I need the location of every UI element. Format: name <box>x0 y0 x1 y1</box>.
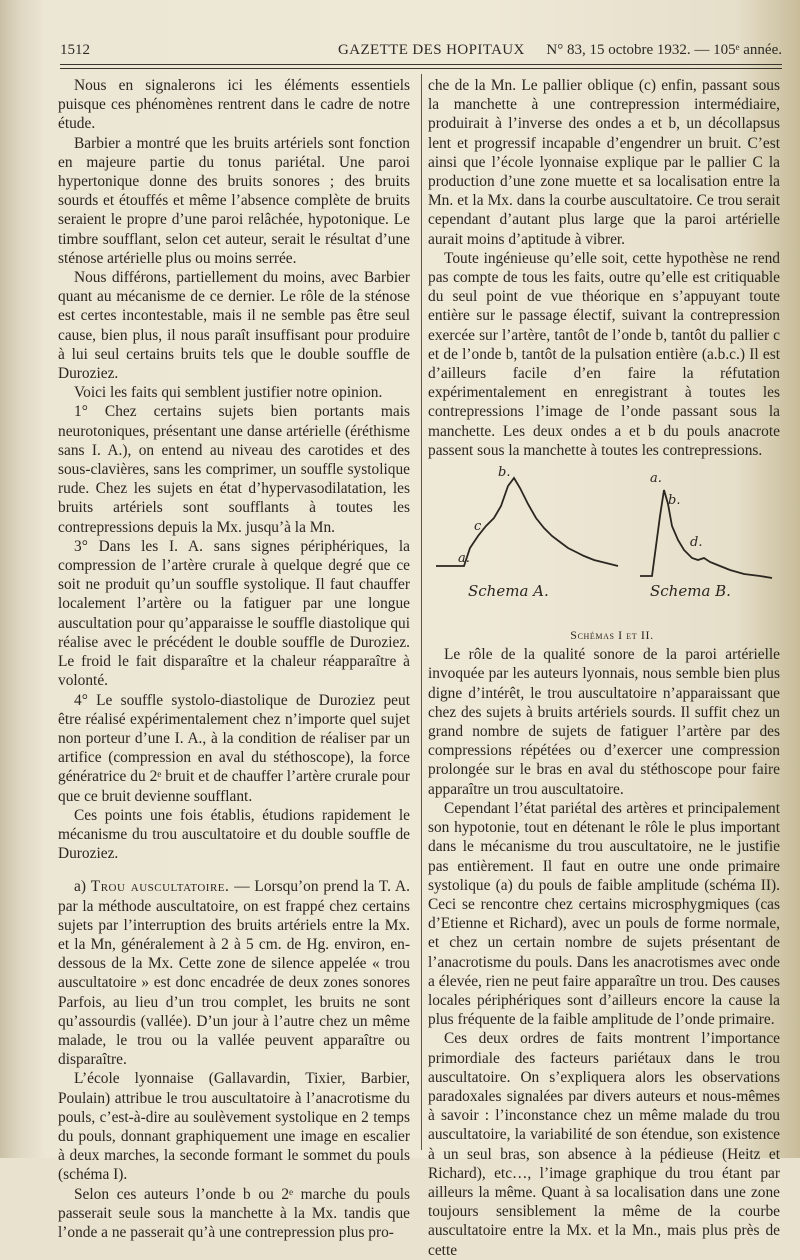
column-divider <box>421 74 422 1150</box>
schema-b-point-d: d. <box>690 535 703 551</box>
page-header <box>60 36 782 60</box>
paragraph: 1° Chez certains sujets bien portants mais neurotoniques, présentant une danse artérielle (éréthisme sans I. A.), on entend au niveau des carotides et des sous-clavières, sans les comprimer, un souffle systolique rude. Chez les sujets en état d’hypervasodilatation, les bruits artériels sont soufflants à toutes les contrepressions depuis la Mx. jusqu’à la Mn. <box>58 403 410 536</box>
left-column <box>58 76 410 1242</box>
journal-title: GAZETTE DES HOPITAUX <box>338 42 525 58</box>
header-rule-thin <box>60 68 782 69</box>
section-a-lead: a) <box>74 878 91 896</box>
paragraph: 4° Le souffle systolo-diastolique de Duroziez peut être réalisé expérimentalement chez n’importe quel sujet non porteur d’une I. A., à la condition de réaliser par un artifice (compression en aval du stéthoscope), la force génératrice du 2ᵉ bruit et de chauffer l’artère crurale pour que ce bruit devienne soufflant. <box>58 691 410 805</box>
schema-b-curve <box>640 490 772 578</box>
pulse-schema-figure <box>428 466 780 618</box>
paragraph: Voici les faits qui semblent justifier notre opinion. <box>74 384 383 402</box>
paragraph: Cependant l’état pariétal des artères et principalement son hypotonie, tout en détenant le rôle le plus important dans le mécanisme du trou auscultatoire, ne le justifie pas entièrement. Il faut en outre une onde primaire systolique (a) du pouls de faible amplitude (schéma II). Ceci se rencontre chez certains microsphygmiques (cas d’Etienne et Richard), avec un pouls de forme normale, et chez un certain nombre de sujets présentant de l’anacrotisme du pouls. Dans les anacrotismes avec onde a élevée, rien ne peut faire apparaître un trou. Des causes locales périphériques sont d’ailleurs encore la cause la plus fréquente de la faible amplitude de l’onde primaire. <box>428 799 780 1029</box>
page-number: 1512 <box>60 42 90 58</box>
schema-b-point-b: b. <box>668 493 681 509</box>
section-a-paragraph <box>58 877 410 1069</box>
pulse-schema-drawing <box>428 466 780 618</box>
paragraph: che de la Mn. Le pallier oblique (c) enfin, passant sous la manchette à une contrepression intermédiaire, produirait à l’inverse des ondes a et b, un décollapsus lent et progressif incapable d’engendrer un bruit. C’est ainsi que l’école lyonnaise explique par le pallier C la production d’une zone muette et sa localisation entre la Mn. et la Mx. dans la courbe auscultatoire. Ce trou serait cependant d’autant plus large que la paroi artérielle aurait moins d’aptitude à vibrer. <box>428 77 780 248</box>
header-rule <box>60 64 782 65</box>
section-a-title: Trou auscultatoire. <box>90 878 230 896</box>
schema-a-label: Schema A. <box>468 582 549 601</box>
schema-a-point-a: a. <box>458 551 470 567</box>
schema-b-point-a: a. <box>650 471 662 487</box>
schema-b-label: Schema B. <box>650 582 731 601</box>
figure-caption: Schémas I et II. <box>570 628 654 643</box>
paragraph: Selon ces auteurs l’onde b ou 2ᵉ marche du pouls passerait seule sous la manchette à la Mx. tandis que l’onde a ne passerait qu’à une contrepression plus pro- <box>58 1185 410 1241</box>
section-a-text: — Lorsqu’on prend la T. A. par la méthode auscultatoire, on est frappé chez certains sujets par l’interruption des bruits artériels entre la Mx. et la Mn, généralement à 2 à 5 cm. de Hg. environ, en-dessous de la Mx. Cette zone de silence appelée « trou auscultatoire » est donc encadrée de deux zones sonores Parfois, au lieu d’un trou complet, les bruits ne sont qu’assourdis (vallée). D’un jour à l’autre chez un même malade, le trou ou la vallée peuvent apparaître ou disparaître. <box>58 878 410 1069</box>
paragraph: 3° Dans les I. A. sans signes périphériques, la compression de l’artère crurale à quelque degré que ce soit ne produit qu’un souffle systolique. Il faut chauffer localement l’artère ou la fatiguer par une longue auscultation pour qu’apparaisse le souffle diastolique qui réalise avec le précédent le double souffle de Duroziez. Le froid le fait disparaître et la chaleur réapparaître à volonté. <box>58 537 410 690</box>
schema-a-point-b: b. <box>498 466 511 481</box>
paragraph: Ces points une fois établis, étudions rapidement le mécanisme du trou auscultatoire et du double souffle de Duroziez. <box>58 806 410 863</box>
issue-info: N° 83, 15 octobre 1932. — 105ᵉ année. <box>546 42 782 58</box>
schema-a-point-c: c. <box>474 519 486 535</box>
paragraph: Ces deux ordres de faits montrent l’importance primordiale des facteurs pariétaux dans le trou auscultatoire. On s’expliquera alors les observations paradoxales signalées par divers auteurs et nous-mêmes à savoir : l’inconstance chez un même malade du trou auscultatoire, la variabilité de son étendue, son existence à un seul bras, son absence à la pédieuse (Heitz et Richard), etc…, l’image graphique du trou étant par ailleurs la même. Quant à sa localisation dans une zone toujours sensiblement la même de la courbe auscultatoire entre la Mx. et la Mn., mais plus près de cette <box>428 1030 780 1259</box>
right-column <box>428 76 780 1260</box>
paragraph: Toute ingénieuse qu’elle soit, cette hypothèse ne rend pas compte de tous les faits, outre qu’elle est critiquable du seul point de vue théorique en s’appuyant toute entière sur le passage électif, suivant la contrepression exercée sur l’artère, tantôt de l’onde b, tantôt du pallier c et de l’onde b, tantôt de la pulsation entière (a.b.c.) Il est d’ailleurs facile d’en faire la réfutation expérimentalement en enregistrant à toutes les contrepressions l’image de l’onde passant sous la manchette. Les deux ondes a et b du pouls anacrote passent sous la manchette à toutes les contrepressions. <box>428 249 780 459</box>
paragraph: L’école lyonnaise (Gallavardin, Tixier, Barbier, Poulain) attribue le trou auscultatoire à l’anacrotisme du pouls, c’est-à-dire au soulèvement systolique en 2 temps du pouls, donnant graphiquement une image en escalier à deux marches, la seconde formant le sommet du pouls (schéma I). <box>58 1070 410 1184</box>
paragraph: Barbier a montré que les bruits artériels sont fonction en majeure partie du tonus pariétal. Une paroi hypertonique donne des bruits sonores ; des bruits sourds et étouffés et même l’absence complète de bruits seraient le propre d’une paroi relâchée, hypotonique. Le timbre soufflant, selon cet auteur, serait le résultat d’une sténose artérielle plus ou moins serrée. <box>58 134 410 267</box>
paragraph: Le rôle de la qualité sonore de la paroi artérielle invoquée par les auteurs lyonnais, nous semble bien plus digne d’intérêt, le trou auscultatoire n’apparaissant que chez des sujets à bruits artériels sourds. Il suffit chez un grand nombre de sujets de fatiguer l’artère par des compressions répétées ou d’exercer une compression prolongée sur le bras en aval du stéthoscope pour faire apparaître un trou auscultatoire. <box>428 646 780 798</box>
paragraph: Nous en signalerons ici les éléments essentiels puisque ces phénomènes rentrent dans le cadre de notre étude. <box>58 77 410 133</box>
paragraph: Nous différons, partiellement du moins, avec Barbier quant au mécanisme de ce dernier. Le rôle de la sténose est certes incontestable, mais il ne semble pas être seul cause, bien plus, il nous paraît insuffisant pour produire à lui seul certains bruits tels que le double souffle de Duroziez. <box>58 269 410 383</box>
